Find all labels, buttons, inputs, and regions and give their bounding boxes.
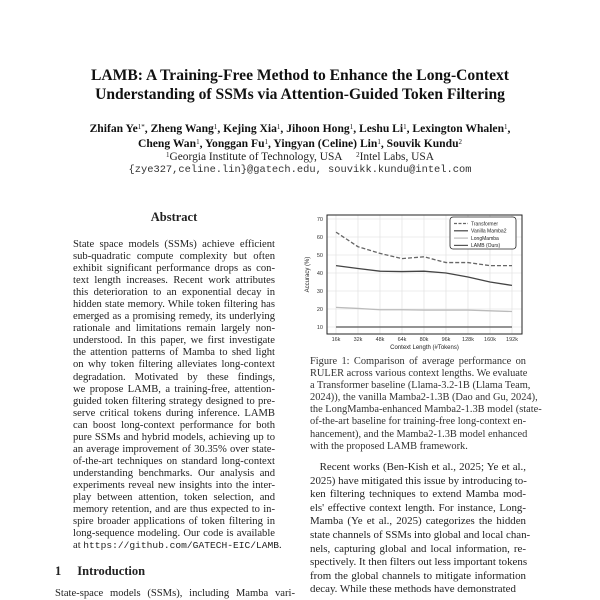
author-name: Zheng Wang: [150, 122, 214, 135]
author-name: Cheng Wan: [137, 136, 197, 150]
legend-label: LongMamba: [471, 235, 499, 242]
text: at: [73, 540, 84, 552]
x-tick-label: 64k: [397, 337, 407, 343]
author-sup: 1: [196, 137, 200, 146]
author-sup: 1: [349, 123, 354, 131]
y-tick-label: 20: [316, 307, 323, 313]
text-line: guided token filtering strategy designed to pre-: [73, 395, 275, 407]
x-tick-label: 16k: [331, 337, 341, 343]
text-line: with the proposed LAMB framework.: [310, 440, 468, 452]
text-line: of-the-art baseline for training-free long-context en-: [310, 416, 527, 428]
y-tick-label: 40: [316, 271, 323, 277]
author-name: Kejing Xia: [223, 122, 277, 135]
right-column-body: [310, 461, 531, 597]
text-line: [73, 540, 282, 552]
x-tick-label: 32k: [353, 337, 363, 343]
affiliation: Intel Labs, USA: [359, 151, 434, 163]
section-title: Introduction: [77, 564, 146, 578]
text-line: nels, capturing global and local information, re-: [310, 542, 526, 555]
legend-label: Vanilla Mamba2: [471, 228, 507, 235]
y-tick-label: 30: [316, 289, 323, 295]
x-axis-label: Context Length (#Tokens): [390, 345, 459, 351]
text-line: emerged as a promising remedy, its underlying: [73, 311, 275, 323]
author-name: Zhifan Ye: [89, 122, 138, 135]
emails: {zye327,celine.lin}@gatech.edu, souvikk.kundu@intel.com: [128, 164, 472, 176]
text-line: long-sequence modeling. Our code is available: [73, 528, 275, 540]
text-line: state channels of SSMs into global and local chan-: [310, 528, 531, 541]
text-line: Recent works (Ben-Kish et al., 2025; Ye et al.,: [310, 461, 526, 473]
text-line: this deterioration to an exponential decay in: [73, 287, 275, 299]
author-name: Yingyan (Celine) Lin: [273, 136, 378, 150]
text-line: Mamba (Ye et al., 2025) categorizes the hidden: [310, 515, 526, 528]
text-line: els' effective context length. For instance, Long-: [310, 501, 526, 514]
text-line: of-the-art techniques on standard long-context: [73, 455, 275, 467]
author-sup: 1: [264, 137, 269, 146]
text-line: ken filtering techniques to extend Mamba mod-: [310, 488, 526, 501]
text-line: experiments reveal new insights into the inter-: [73, 479, 275, 491]
text-line: State space models (SSMs) achieve efficient: [73, 239, 275, 250]
figure-caption: [310, 356, 542, 453]
author-name: Leshu Li: [358, 122, 404, 135]
title-line: Understanding of SSMs via Attention-Guided Token Filtering: [95, 86, 505, 103]
text-line: memory retention, and are thus expected to in-: [73, 504, 275, 516]
legend-label: LAMB (Ours): [471, 243, 501, 250]
y-tick-label: 70: [316, 217, 323, 223]
text-line: hidden state memory. While token filtering has: [73, 299, 275, 311]
author-sup: 1: [213, 123, 218, 131]
y-tick-label: 50: [316, 253, 323, 259]
text-line: 2024)), the vanilla Mamba2-1.3B (Dao and Gu, 2024),: [310, 392, 538, 404]
author-sup: 1: [403, 123, 407, 131]
intro-body: [55, 587, 295, 600]
text-line: degradation. Motivated by these findings,: [73, 371, 275, 383]
affil-sup: 1: [166, 151, 170, 159]
text-line: a Transformer baseline (Llama-3.2-1B (Llama Team,: [310, 380, 531, 392]
y-axis-label: Accuracy (%): [305, 256, 311, 293]
text-line: from the global channels to mitigate information: [310, 569, 526, 582]
text-line: 2025) have mitigated this issue by introducing to-: [310, 474, 527, 487]
text-line: spire broader applications of token filtering in: [73, 516, 275, 528]
x-tick-label: 48k: [375, 337, 385, 343]
text-line: play between attention, token selection, and: [73, 491, 275, 503]
legend-label: Transformer: [471, 221, 499, 228]
section-number: 1: [55, 564, 62, 578]
text-line: hancement), and the Mamba2-1.3B model enhanced: [310, 428, 528, 440]
text-line: the LongMamba-enhanced Mamba2-1.3B model (state-: [310, 404, 542, 416]
text-line: rationale and limitations remain largely non-: [73, 323, 275, 335]
x-tick-label: 160k: [484, 337, 496, 343]
x-tick-label: 80k: [419, 337, 429, 343]
affiliation: Georgia Institute of Technology, USA: [169, 151, 342, 163]
text-line: State-space models (SSMs), including Mamba vari-: [55, 588, 295, 599]
text-line: exhibit significant performance drops as con-: [73, 263, 275, 275]
y-tick-label: 60: [316, 235, 323, 241]
code-link[interactable]: https://github.com/GATECH-EIC/LAMB: [83, 540, 280, 552]
author-list: Zhifan $Ye^{1*}$, Zheng Wang$^1$, Kejing Xia$^1$, Jihoon Hong$^1$, Leshu Li$^1$, Lexington Whalen$^1$, Cheng Wan$^1$, Yonggan Fu$^1$, Yingyan (Celine) Lin$^1$, Souvik Kundu$^2$: [89, 122, 511, 150]
x-tick-label: 192k: [506, 337, 518, 343]
affil-sup: 2: [356, 151, 360, 159]
author-name: Lexington Whalen: [412, 122, 505, 135]
text-line: an average improvement of 30.35% over state-: [73, 443, 275, 455]
text-line: we propose LAMB, a training-free, attention-: [73, 383, 275, 395]
text-line: RULER across various context lengths. We evaluate: [310, 368, 528, 380]
text-line: pure SSMs and hybrid models, achieving up to: [73, 431, 275, 443]
author-sup: 1: [377, 137, 381, 146]
x-tick-label: 128k: [462, 337, 474, 343]
text-line: text length increases. Recent work attributes: [73, 275, 275, 287]
text-line: on why token filtering alleviates long-context: [73, 359, 275, 371]
text-line: understanding benchmarks. Our analysis and: [73, 467, 275, 479]
text-line: Figure 1: Comparison of average performance on: [310, 356, 526, 367]
author-name: Jihoon Hong: [286, 122, 350, 135]
text-line: understood. In this paper, we first investigate: [73, 335, 275, 347]
figure-1-chart: [300, 205, 540, 355]
abstract-body: [73, 239, 282, 552]
author-sup: 1: [276, 123, 281, 131]
text-line: sub-quadratic compute complexity but often: [73, 251, 275, 263]
author-sup: 1*: [137, 123, 145, 131]
y-tick-label: 10: [316, 325, 323, 331]
paper-title: [0, 66, 600, 104]
title-line: LAMB: A Training-Free Method to Enhance the Long-Context: [91, 67, 509, 84]
text: .: [279, 540, 282, 552]
x-tick-label: 96k: [441, 337, 451, 343]
text-line: decay. While these methods have demonstrated: [310, 583, 516, 596]
author-sup: 1: [504, 123, 508, 131]
affiliations: [0, 151, 600, 164]
text-line: the attention patterns of Mamba to shed light: [73, 347, 275, 359]
text-line: spectively. It then filters out less important tokens: [310, 556, 528, 569]
author-name: Yonggan Fu: [204, 136, 265, 150]
abstract-heading: Abstract: [150, 210, 198, 224]
author-name: Souvik Kundu: [386, 136, 459, 150]
text-line: serve critical tokens during inference. LAMB: [73, 407, 275, 419]
section-heading: [55, 564, 161, 579]
author-sup: 2: [458, 137, 463, 146]
text-line: can boost long-context performance for both: [73, 419, 275, 431]
